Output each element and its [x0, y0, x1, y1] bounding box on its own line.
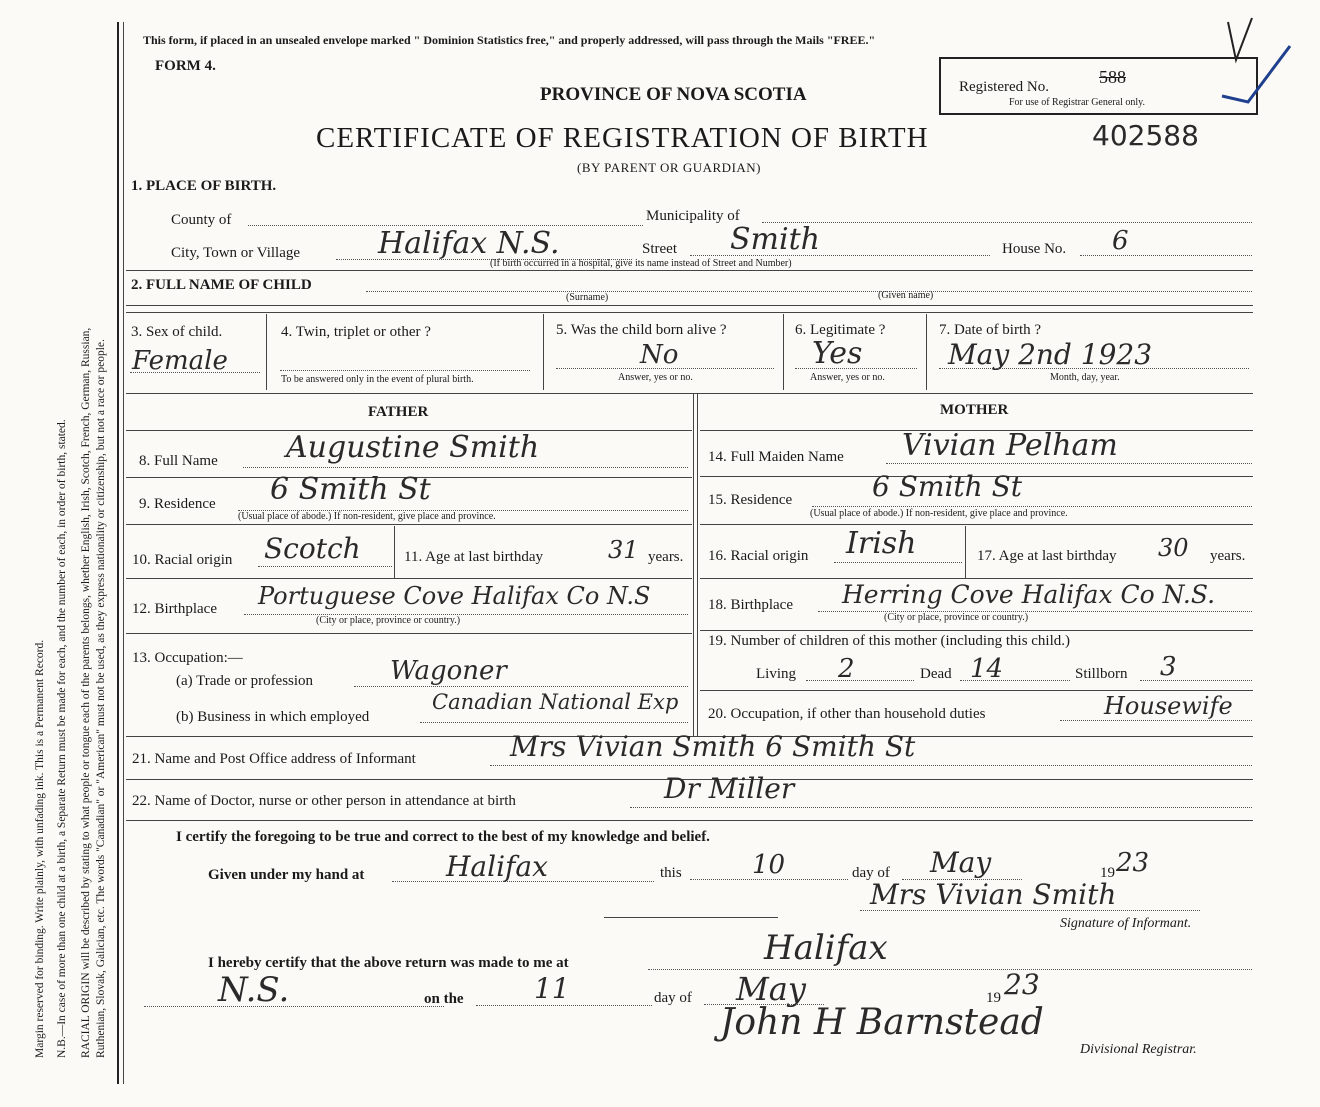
father-birthplace-line — [244, 614, 688, 615]
surname-note: (Surname) — [566, 292, 609, 303]
father-racial-line — [258, 566, 392, 567]
mother-children-label: 19. Number of children of this mother (including this child.) — [708, 633, 1071, 649]
mother-racial-divider — [965, 526, 966, 578]
alive-note: Answer, yes or no. — [618, 372, 693, 383]
legitimate-label: 6. Legitimate ? — [795, 322, 886, 338]
registrar-place-line2: N.S. — [218, 970, 290, 1010]
rule-6 — [126, 820, 1253, 821]
certify-year-suffix: 23 — [1116, 848, 1150, 878]
father-racial-divider — [394, 526, 395, 578]
certify-month: May — [930, 846, 992, 879]
father-rule-3 — [126, 578, 692, 579]
mother-name-label: 14. Full Maiden Name — [708, 449, 844, 465]
father-heading: FATHER — [368, 404, 429, 420]
mother-living-line — [806, 680, 914, 681]
rule-2 — [126, 305, 1253, 306]
sex-value: Female — [132, 346, 228, 376]
given-name-note: (Given name) — [878, 290, 934, 301]
legitimate-line — [795, 368, 917, 369]
rule-2b — [126, 312, 1253, 313]
father-age-label: 11. Age at last birthday — [404, 549, 543, 565]
certificate-title: CERTIFICATE OF REGISTRATION OF BIRTH — [316, 122, 929, 154]
mother-racial-value: Irish — [846, 526, 917, 561]
mother-dead-value: 14 — [970, 654, 1004, 684]
father-business-line — [420, 722, 688, 723]
mother-stillborn-line — [1140, 680, 1252, 681]
mother-birthplace-label: 18. Birthplace — [708, 597, 793, 613]
certify-this-label: this — [660, 865, 682, 881]
parents-divider-2 — [697, 393, 698, 736]
alive-label: 5. Was the child born alive ? — [556, 322, 727, 338]
registrar-year-prefix: 19 — [986, 990, 1001, 1006]
certify-day: 10 — [752, 850, 786, 880]
col-divider-3 — [783, 314, 784, 390]
informant-value: Mrs Vivian Smith 6 Smith St — [510, 730, 916, 763]
house-line — [1080, 255, 1252, 256]
mother-birthplace-value: Herring Cove Halifax Co N.S. — [842, 580, 1216, 609]
father-trade-value: Wagoner — [390, 656, 507, 686]
mother-living-label: Living — [756, 666, 796, 682]
father-trade-label: (a) Trade or profession — [176, 673, 314, 689]
dob-note: Month, day, year. — [1050, 372, 1120, 383]
mother-living-value: 2 — [838, 654, 855, 684]
informant-signature-line — [860, 910, 1200, 911]
col-divider-2 — [543, 314, 544, 390]
twin-label: 4. Twin, triplet or other ? — [281, 324, 431, 340]
mother-birthplace-note: (City or place, province or country.) — [884, 612, 1029, 623]
form-number: FORM 4. — [155, 58, 216, 74]
sex-label: 3. Sex of child. — [131, 324, 223, 340]
father-racial-label: 10. Racial origin — [132, 552, 233, 568]
mother-heading: MOTHER — [940, 402, 1009, 418]
certify-statement: I certify the foregoing to be true and correct to the best of my knowledge and belief. — [176, 829, 710, 845]
mother-stillborn-value: 3 — [1160, 652, 1177, 682]
parents-divider — [693, 393, 694, 736]
city-value: Halifax N.S. — [378, 226, 560, 261]
municipality-line — [762, 222, 1252, 223]
rule-3 — [126, 393, 1253, 394]
father-name-label: 8. Full Name — [139, 453, 218, 469]
registrar-place-line-2 — [144, 1006, 444, 1007]
mother-age-unit: years. — [1210, 548, 1246, 564]
mother-age-value: 30 — [1158, 534, 1189, 562]
mother-residence-label: 15. Residence — [708, 492, 793, 508]
attendant-label: 22. Name of Doctor, nurse or other person in attendance at birth — [132, 793, 516, 809]
attendant-line — [630, 807, 1252, 808]
father-rule-4 — [126, 633, 692, 634]
binding-margin-line — [117, 22, 119, 1084]
father-birthplace-value: Portuguese Cove Halifax Co N.S — [258, 582, 651, 610]
registered-label: Registered No. — [959, 79, 1049, 95]
informant-line — [490, 765, 1252, 766]
street-note: (If birth occurred in a hospital, give its name instead of Street and Number) — [490, 258, 792, 269]
registrar-day: 11 — [534, 972, 570, 1005]
col-divider-1 — [266, 314, 267, 390]
house-label: House No. — [1002, 241, 1067, 257]
twin-note: To be answered only in the event of plural birth. — [281, 374, 474, 385]
mother-name-value: Vivian Pelham — [902, 428, 1118, 463]
mother-occupation-value: Housewife — [1104, 692, 1233, 720]
child-name-heading: 2. FULL NAME OF CHILD — [131, 277, 312, 293]
attendant-value: Dr Miller — [664, 772, 795, 805]
informant-signature-caption: Signature of Informant. — [1060, 916, 1192, 931]
check-mark-icon — [1200, 10, 1310, 110]
street-value: Smith — [730, 222, 820, 257]
mother-rule-4 — [700, 630, 1253, 631]
father-business-label: (b) Business in which employed — [176, 709, 370, 725]
mother-rule-5 — [700, 690, 1253, 691]
certify-year-prefix: 19 — [1100, 865, 1115, 881]
mother-rule-3 — [700, 578, 1253, 579]
certify-dayof-label: day of — [852, 865, 890, 881]
certify-given-label: Given under my hand at — [208, 867, 365, 883]
informant-label: 21. Name and Post Office address of Informant — [132, 751, 416, 767]
mother-dead-label: Dead — [920, 666, 952, 682]
mother-residence-note: (Usual place of abode.) If non-resident, give place and province. — [810, 508, 1068, 519]
mother-occupation-label: 20. Occupation, if other than household duties — [708, 706, 986, 722]
father-racial-value: Scotch — [264, 532, 361, 565]
father-residence-value: 6 Smith St — [270, 472, 431, 507]
father-occupation-label: 13. Occupation:— — [132, 650, 243, 666]
alive-line — [556, 368, 774, 369]
registrar-statement: I hereby certify that the above return was made to me at — [208, 955, 569, 971]
dob-line — [939, 368, 1249, 369]
registered-note: For use of Registrar General only. — [1009, 97, 1145, 108]
mail-note: This form, if placed in an unsealed envelope marked " Dominion Statistics free," and properly addressed, will pass through the Mails "FREE." — [143, 33, 876, 47]
registrar-day-line — [476, 1005, 652, 1006]
rule-1 — [126, 270, 1253, 271]
municipality-label: Municipality of — [646, 208, 740, 224]
father-name-line — [243, 467, 688, 468]
legitimate-value: Yes — [812, 336, 863, 371]
legitimate-note: Answer, yes or no. — [810, 372, 885, 383]
mother-racial-line — [834, 562, 962, 563]
dob-label: 7. Date of birth ? — [939, 322, 1042, 338]
father-name-value: Augustine Smith — [286, 430, 540, 465]
dob-value: May 2nd 1923 — [948, 338, 1153, 371]
registered-number: 588 — [1099, 67, 1126, 87]
place-of-birth-heading: 1. PLACE OF BIRTH. — [131, 178, 277, 194]
mother-rule-2 — [700, 524, 1253, 525]
sex-line — [130, 372, 260, 373]
margin-note-4: Ruthenian, Slovak, Galician, etc. The words "Canadian" or "American" must not be used, as they express nationality or citizenship, but not a race or people. — [95, 339, 107, 1058]
margin-note-2: N.B.—In case of more than one child at a birth, a Separate Return must be made for each, and the number of each, in order of birth, stated. — [56, 419, 68, 1058]
registrar-year-suffix: 23 — [1004, 968, 1040, 1001]
certificate-number: 402588 — [1092, 119, 1199, 152]
father-residence-label: 9. Residence — [139, 496, 216, 512]
registrar-caption: Divisional Registrar. — [1080, 1042, 1197, 1057]
informant-signature: Mrs Vivian Smith — [870, 878, 1117, 911]
twin-line — [280, 370, 530, 371]
binding-margin-line-inner — [123, 22, 124, 1084]
province-heading: PROVINCE OF NOVA SCOTIA — [540, 84, 807, 105]
registrar-dayof-label: day of — [654, 990, 692, 1006]
col-divider-4 — [926, 314, 927, 390]
child-name-line — [366, 291, 1252, 292]
father-business-value: Canadian National Exp — [432, 690, 679, 714]
mother-residence-value: 6 Smith St — [872, 470, 1023, 503]
county-label: County of — [171, 212, 232, 228]
mother-stillborn-label: Stillborn — [1075, 666, 1128, 682]
registrar-signature: John H Barnstead — [720, 1002, 1044, 1043]
mother-racial-label: 16. Racial origin — [708, 548, 809, 564]
father-residence-note: (Usual place of abode.) If non-resident, give place and province. — [238, 511, 496, 522]
father-rule-2 — [126, 524, 692, 525]
certificate-subtitle: (BY PARENT OR GUARDIAN) — [577, 160, 762, 175]
mother-age-label: 17. Age at last birthday — [977, 548, 1117, 564]
margin-note-3: RACIAL ORIGIN will be described by stating to what people or tongue each of the parents belongs, whether English, Irish, Scotch, French, German, Russian, — [80, 327, 92, 1058]
registrar-onthe-label: on the — [424, 991, 464, 1007]
street-label: Street — [642, 241, 677, 257]
father-birthplace-note: (City or place, province or country.) — [316, 615, 461, 626]
alive-value: No — [640, 340, 679, 370]
city-label: City, Town or Village — [171, 245, 301, 261]
signature-rule-left — [604, 917, 778, 918]
margin-note-1: Margin reserved for binding. Write plainly, with unfading ink. This is a Permanent Record. — [34, 639, 46, 1058]
mother-name-line — [886, 463, 1252, 464]
mother-residence-line — [812, 506, 1252, 507]
mother-occupation-line — [1060, 720, 1252, 721]
father-trade-line — [354, 686, 688, 687]
father-age-unit: years. — [648, 549, 684, 565]
father-age-value: 31 — [608, 536, 639, 564]
registrar-month: May — [736, 970, 806, 1008]
father-birthplace-label: 12. Birthplace — [132, 601, 217, 617]
certify-place: Halifax — [446, 850, 548, 883]
registrar-place-line1: Halifax — [764, 928, 888, 968]
house-value: 6 — [1112, 226, 1129, 256]
